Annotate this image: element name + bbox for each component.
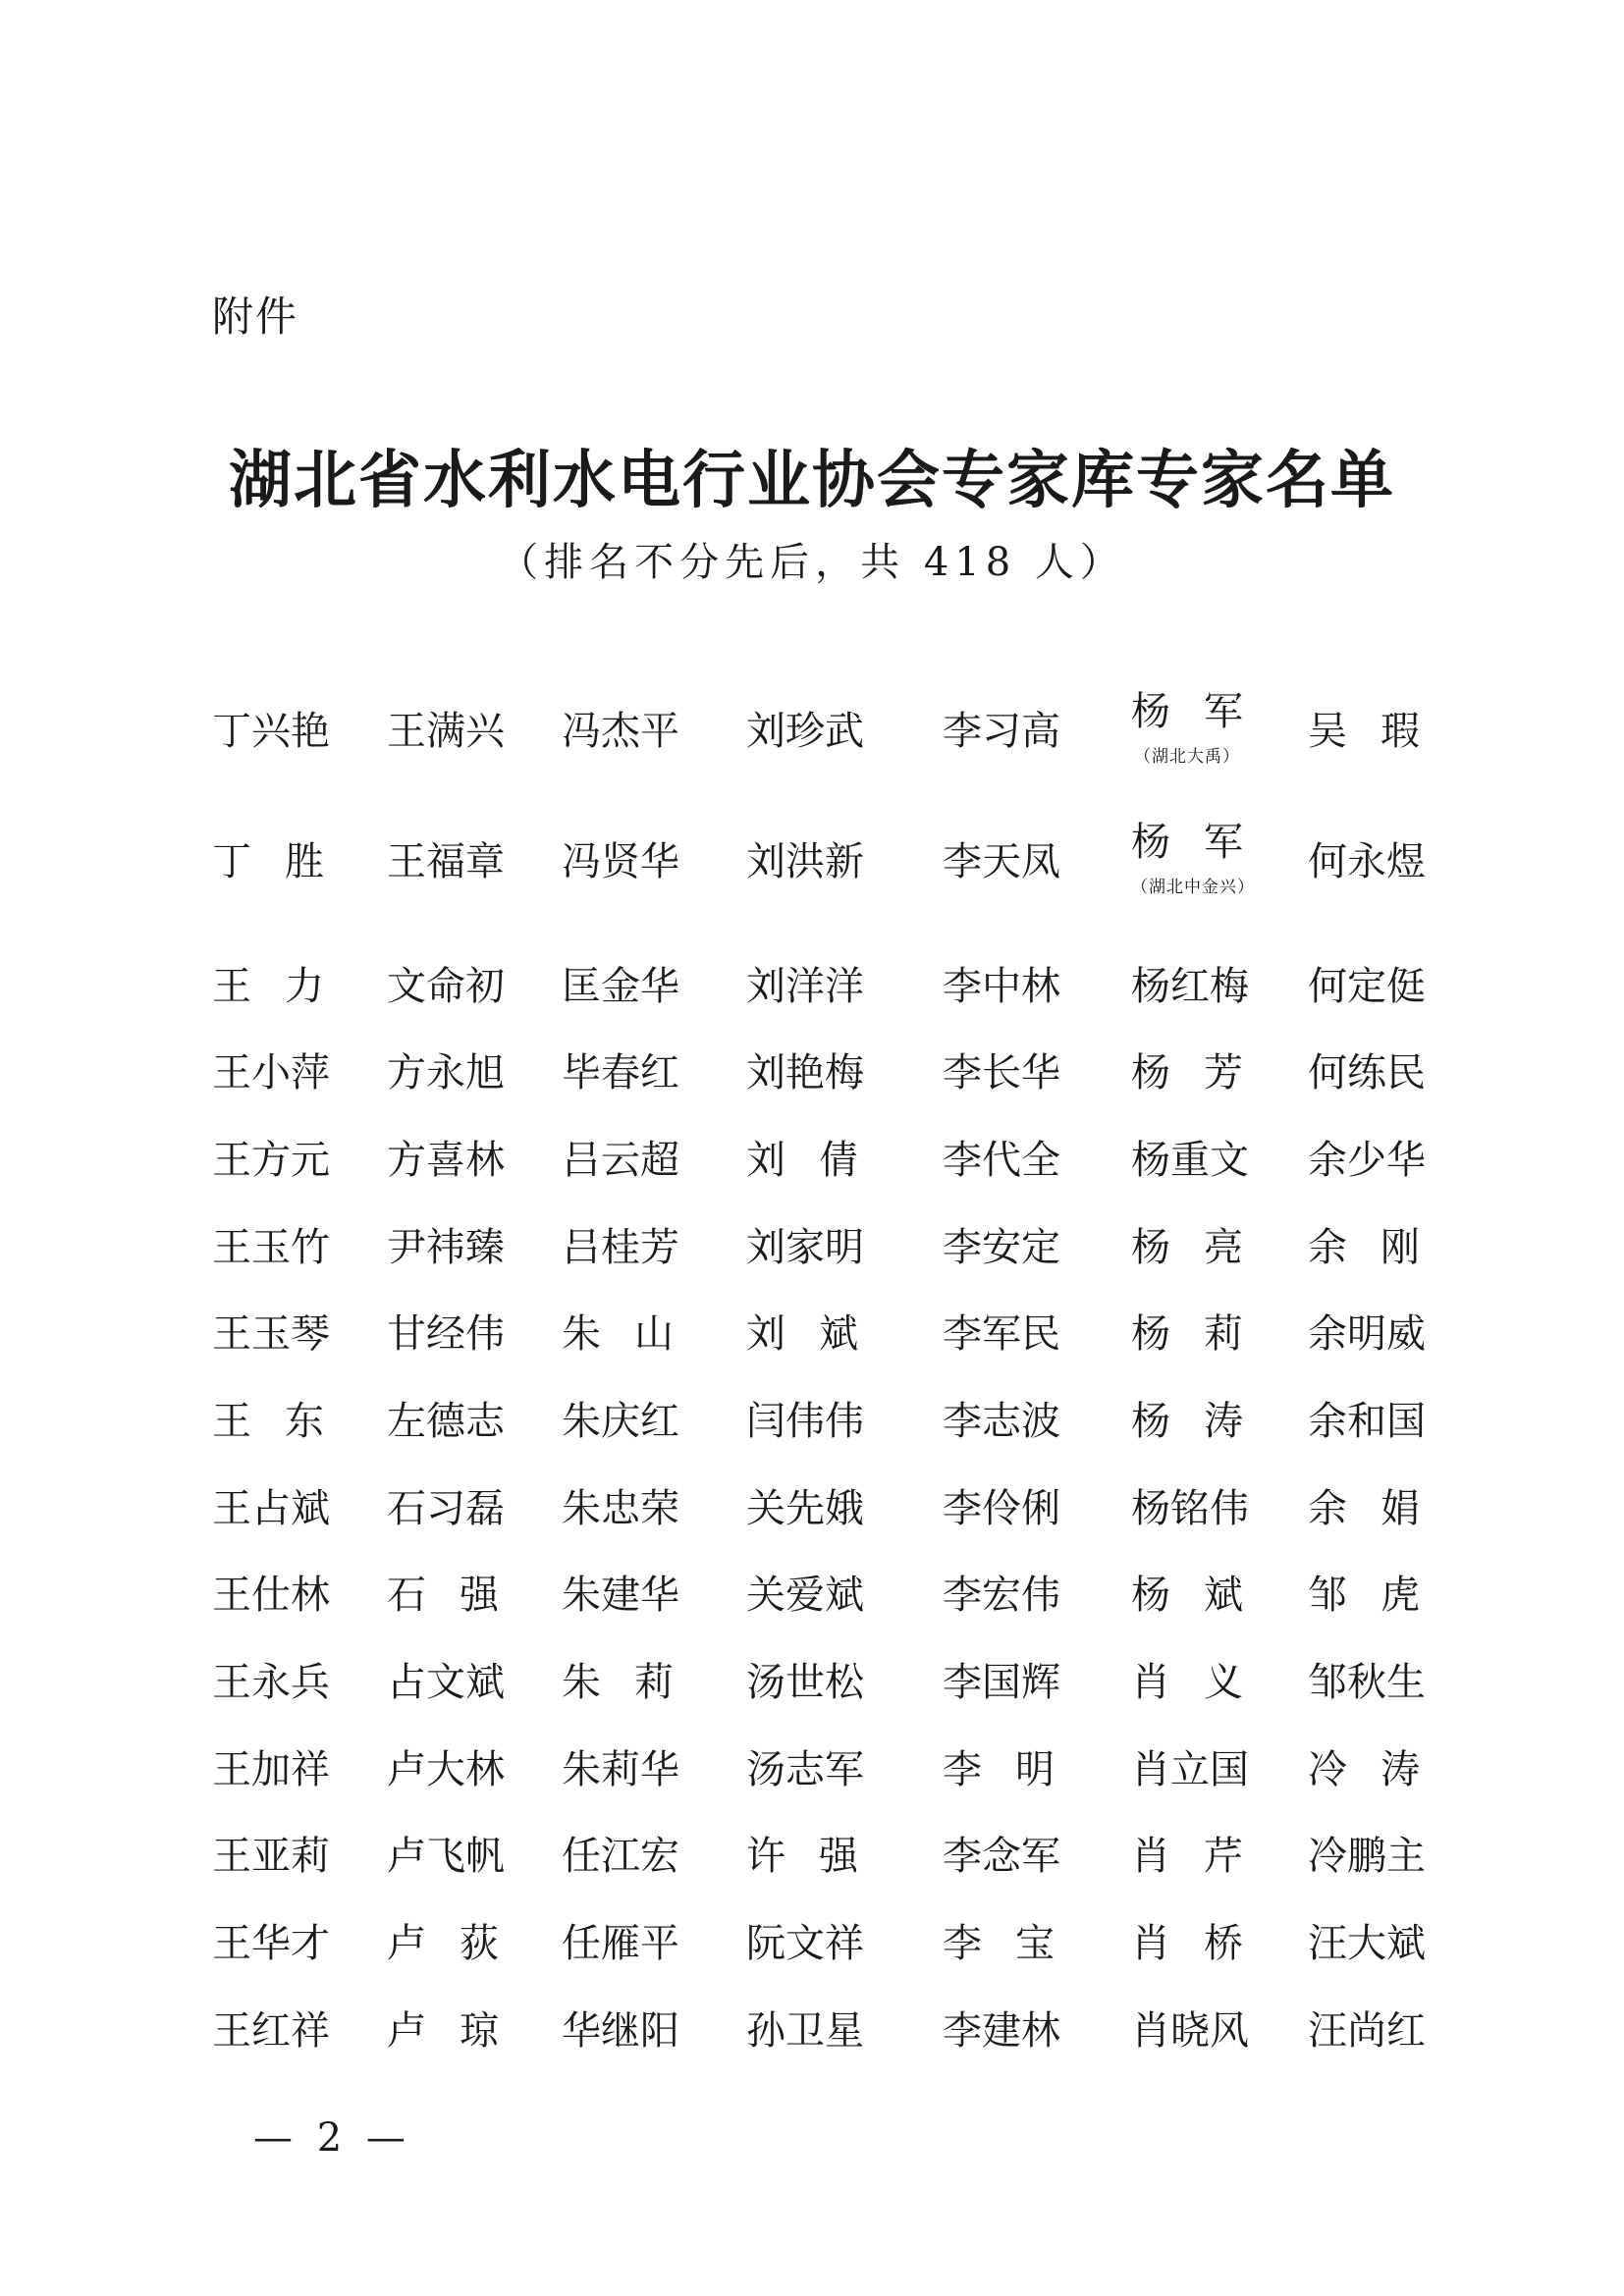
expert-name-cell xyxy=(562,1921,699,1966)
expert-name: 尹祎臻 xyxy=(387,1225,505,1270)
expert-name: 冷 涛 xyxy=(1308,1747,1420,1792)
expert-name-cell xyxy=(562,1486,699,1531)
expert-name-cell xyxy=(1131,689,1269,767)
expert-name: 李军民 xyxy=(943,1311,1060,1357)
expert-name-cell xyxy=(387,709,524,754)
expert-affiliation-note: （湖北大禹） xyxy=(1134,747,1240,767)
expert-name-cell xyxy=(746,1225,884,1270)
expert-name: 何练民 xyxy=(1308,1050,1426,1095)
expert-name: 肖 义 xyxy=(1131,1660,1243,1705)
expert-name: 朱庆红 xyxy=(562,1399,679,1444)
expert-name: 李长华 xyxy=(943,1050,1060,1095)
expert-name: 刘洪新 xyxy=(746,839,864,884)
expert-name: 刘 倩 xyxy=(746,1138,858,1183)
document-subtitle: （排名不分先后，共 418 人） xyxy=(499,540,1125,585)
expert-name-cell xyxy=(1308,839,1445,884)
expert-name-cell xyxy=(562,1834,699,1879)
expert-name-cell xyxy=(943,1050,1080,1095)
expert-name-cell xyxy=(1131,820,1269,897)
expert-name-cell xyxy=(562,709,699,754)
expert-name-cell xyxy=(943,709,1080,754)
expert-name: 汪大斌 xyxy=(1308,1921,1426,1966)
expert-name-cell xyxy=(562,1311,699,1357)
expert-name: 匡金华 xyxy=(562,964,679,1009)
expert-name: 许 强 xyxy=(746,1834,858,1879)
expert-name: 肖 芹 xyxy=(1131,1834,1243,1879)
expert-name: 关爱斌 xyxy=(746,1573,864,1618)
expert-name: 左德志 xyxy=(387,1399,505,1444)
expert-name: 李代全 xyxy=(943,1138,1060,1183)
expert-name-cell xyxy=(387,1834,524,1879)
expert-name: 李建林 xyxy=(943,2008,1060,2054)
expert-name: 李伶俐 xyxy=(943,1486,1060,1531)
expert-name: 卢大林 xyxy=(387,1747,505,1792)
expert-name: 肖立国 xyxy=(1131,1747,1249,1792)
expert-name-cell xyxy=(1308,1660,1445,1705)
expert-name: 王占斌 xyxy=(212,1486,330,1531)
expert-name-cell xyxy=(746,1573,884,1618)
expert-name: 王 力 xyxy=(212,964,324,1009)
expert-name-cell xyxy=(387,2008,524,2054)
expert-name-cell xyxy=(1131,1573,1269,1618)
expert-name: 汤世松 xyxy=(746,1660,864,1705)
expert-name-cell xyxy=(1308,1138,1445,1183)
expert-name-cell xyxy=(943,1138,1080,1183)
expert-name-cell xyxy=(212,1138,350,1183)
expert-name-cell xyxy=(1308,1225,1445,1270)
expert-name-cell xyxy=(1308,1573,1445,1618)
expert-name-cell xyxy=(746,839,884,884)
expert-name: 李宏伟 xyxy=(943,1573,1060,1618)
expert-name-cell xyxy=(212,1834,350,1879)
expert-name: 李志波 xyxy=(943,1399,1060,1444)
expert-name-cell xyxy=(562,1050,699,1095)
expert-name: 方永旭 xyxy=(387,1050,505,1095)
expert-name: 刘 斌 xyxy=(746,1311,858,1357)
expert-name: 丁 胜 xyxy=(212,839,324,884)
expert-name-cell xyxy=(746,1399,884,1444)
expert-name-cell xyxy=(387,1225,524,1270)
expert-name-cell xyxy=(1131,1921,1269,1966)
expert-name-cell xyxy=(1131,1660,1269,1705)
expert-name: 冯贤华 xyxy=(562,839,679,884)
expert-name-cell xyxy=(746,1747,884,1792)
expert-name: 杨红梅 xyxy=(1131,964,1249,1009)
expert-name: 余少华 xyxy=(1308,1138,1426,1183)
expert-name-cell xyxy=(212,1399,350,1444)
expert-name-cell xyxy=(1131,1311,1269,1357)
expert-name-cell xyxy=(562,1660,699,1705)
expert-name: 邹秋生 xyxy=(1308,1660,1426,1705)
expert-name: 余和国 xyxy=(1308,1399,1426,1444)
expert-name-cell xyxy=(387,1399,524,1444)
expert-name: 华继阳 xyxy=(562,2008,679,2054)
expert-name: 闫伟伟 xyxy=(746,1399,864,1444)
expert-name: 王福章 xyxy=(387,839,505,884)
expert-name-cell xyxy=(943,839,1080,884)
expert-name-cell xyxy=(943,1921,1080,1966)
expert-name-cell xyxy=(212,1747,350,1792)
expert-name: 王红祥 xyxy=(212,2008,330,2054)
expert-name-cell xyxy=(387,1573,524,1618)
expert-name-cell xyxy=(562,1399,699,1444)
expert-name: 朱 山 xyxy=(562,1311,674,1357)
expert-name: 阮文祥 xyxy=(746,1921,864,1966)
expert-name: 冷鹏主 xyxy=(1308,1834,1426,1879)
expert-name: 朱莉华 xyxy=(562,1747,679,1792)
expert-name-cell xyxy=(387,1311,524,1357)
expert-name-cell xyxy=(1131,1747,1269,1792)
expert-name: 吕桂芳 xyxy=(562,1225,679,1270)
expert-name-cell xyxy=(943,1399,1080,1444)
expert-name-cell xyxy=(746,1921,884,1966)
expert-name: 王华才 xyxy=(212,1921,330,1966)
expert-name-cell xyxy=(943,2008,1080,2054)
expert-name: 刘艳梅 xyxy=(746,1050,864,1095)
expert-name-cell xyxy=(746,1834,884,1879)
expert-name-cell xyxy=(746,1311,884,1357)
expert-name: 王方元 xyxy=(212,1138,330,1183)
expert-name: 肖 桥 xyxy=(1131,1921,1243,1966)
expert-name: 汤志军 xyxy=(746,1747,864,1792)
expert-name-cell xyxy=(562,1138,699,1183)
expert-name-cell xyxy=(562,2008,699,2054)
expert-name: 文命初 xyxy=(387,964,505,1009)
expert-name: 肖晓风 xyxy=(1131,2008,1249,2054)
expert-name-cell xyxy=(1308,1747,1445,1792)
expert-name-cell xyxy=(212,1486,350,1531)
expert-name: 邹 虎 xyxy=(1308,1573,1420,1618)
expert-name-cell xyxy=(387,964,524,1009)
expert-name-cell xyxy=(212,1573,350,1618)
expert-name-cell xyxy=(943,1486,1080,1531)
expert-name: 王玉琴 xyxy=(212,1311,330,1357)
expert-name: 石习磊 xyxy=(387,1486,505,1531)
expert-name: 冯杰平 xyxy=(562,709,679,754)
expert-name-cell xyxy=(1308,964,1445,1009)
expert-name-cell xyxy=(943,1747,1080,1792)
expert-name-cell xyxy=(387,1921,524,1966)
expert-name-cell xyxy=(387,1138,524,1183)
expert-name: 余 娟 xyxy=(1308,1486,1420,1531)
document-title: 湖北省水利水电行业协会专家库专家名单 xyxy=(229,444,1395,517)
expert-name-cell xyxy=(387,1050,524,1095)
expert-name: 李 宝 xyxy=(943,1921,1055,1966)
expert-affiliation-note: （湖北中金兴） xyxy=(1131,878,1255,897)
expert-name-cell xyxy=(1131,1834,1269,1879)
page-number: — 2 — xyxy=(253,2115,411,2161)
expert-name: 李天凤 xyxy=(943,839,1060,884)
expert-name: 刘珍武 xyxy=(746,709,864,754)
expert-name: 任江宏 xyxy=(562,1834,679,1879)
expert-name: 刘家明 xyxy=(746,1225,864,1270)
expert-name: 丁兴艳 xyxy=(212,709,330,754)
expert-name: 杨 军 xyxy=(1131,820,1243,865)
expert-name: 何永煜 xyxy=(1308,839,1426,884)
expert-name-cell xyxy=(1308,1921,1445,1966)
expert-name: 杨 斌 xyxy=(1131,1573,1243,1618)
expert-name: 卢 琼 xyxy=(387,2008,499,2054)
expert-name-cell xyxy=(212,1225,350,1270)
expert-name-cell xyxy=(387,1747,524,1792)
expert-name-cell xyxy=(943,1660,1080,1705)
expert-name: 孙卫星 xyxy=(746,2008,864,2054)
expert-name-cell xyxy=(1308,1311,1445,1357)
expert-name-cell xyxy=(1131,1138,1269,1183)
expert-name: 甘经伟 xyxy=(387,1311,505,1357)
expert-name-cell xyxy=(387,1660,524,1705)
expert-name-cell xyxy=(746,964,884,1009)
expert-name-cell xyxy=(746,2008,884,2054)
expert-name-cell xyxy=(1131,1050,1269,1095)
expert-name-cell xyxy=(212,2008,350,2054)
attachment-label: 附件 xyxy=(212,293,299,341)
expert-name: 李安定 xyxy=(943,1225,1060,1270)
expert-name: 杨 亮 xyxy=(1131,1225,1243,1270)
expert-name-cell xyxy=(1308,1399,1445,1444)
expert-name: 毕春红 xyxy=(562,1050,679,1095)
expert-name: 占文斌 xyxy=(387,1660,505,1705)
expert-name-cell xyxy=(562,1747,699,1792)
expert-name: 李 明 xyxy=(943,1747,1055,1792)
expert-name-cell xyxy=(212,1311,350,1357)
expert-name: 余 刚 xyxy=(1308,1225,1420,1270)
expert-name-cell xyxy=(387,1486,524,1531)
expert-name-cell xyxy=(1308,1834,1445,1879)
expert-name-cell xyxy=(562,964,699,1009)
expert-name: 卢飞帆 xyxy=(387,1834,505,1879)
expert-name: 李习高 xyxy=(943,709,1060,754)
expert-name: 卢 荻 xyxy=(387,1921,499,1966)
expert-name-cell xyxy=(746,1486,884,1531)
expert-name: 余明威 xyxy=(1308,1311,1426,1357)
expert-name-cell xyxy=(746,1138,884,1183)
expert-name-cell xyxy=(212,709,350,754)
expert-name-cell xyxy=(212,964,350,1009)
expert-name: 李国辉 xyxy=(943,1660,1060,1705)
expert-name: 杨铭伟 xyxy=(1131,1486,1249,1531)
expert-name-cell xyxy=(943,1311,1080,1357)
expert-name: 方喜林 xyxy=(387,1138,505,1183)
expert-name-cell xyxy=(212,839,350,884)
expert-name-cell xyxy=(1131,2008,1269,2054)
expert-name-cell xyxy=(943,1225,1080,1270)
expert-name: 王仕林 xyxy=(212,1573,330,1618)
expert-name: 朱忠荣 xyxy=(562,1486,679,1531)
expert-name-cell xyxy=(746,1050,884,1095)
expert-name: 王加祥 xyxy=(212,1747,330,1792)
expert-name: 杨 涛 xyxy=(1131,1399,1243,1444)
expert-name-cell xyxy=(1131,1399,1269,1444)
expert-name-cell xyxy=(943,964,1080,1009)
expert-name-cell xyxy=(746,709,884,754)
expert-name-cell xyxy=(212,1050,350,1095)
expert-name-cell xyxy=(562,1225,699,1270)
expert-name: 吕云超 xyxy=(562,1138,679,1183)
expert-name: 杨 莉 xyxy=(1131,1311,1243,1357)
expert-name-cell xyxy=(1308,1486,1445,1531)
expert-name: 李中林 xyxy=(943,964,1060,1009)
expert-name: 吴 瑕 xyxy=(1308,709,1420,754)
expert-name: 李念军 xyxy=(943,1834,1060,1879)
expert-name: 汪尚红 xyxy=(1308,2008,1426,2054)
expert-name-cell xyxy=(562,1573,699,1618)
expert-name: 杨重文 xyxy=(1131,1138,1249,1183)
expert-name-cell xyxy=(1308,1050,1445,1095)
expert-name-cell xyxy=(562,839,699,884)
expert-name-cell xyxy=(1131,1486,1269,1531)
expert-name: 刘洋洋 xyxy=(746,964,864,1009)
expert-name: 朱 莉 xyxy=(562,1660,674,1705)
expert-name-cell xyxy=(943,1834,1080,1879)
expert-name: 杨 芳 xyxy=(1131,1050,1243,1095)
expert-name-cell xyxy=(1131,964,1269,1009)
expert-name: 关先娥 xyxy=(746,1486,864,1531)
expert-name: 王玉竹 xyxy=(212,1225,330,1270)
expert-name-cell xyxy=(746,1660,884,1705)
expert-name: 何定侹 xyxy=(1308,964,1426,1009)
expert-name: 王小萍 xyxy=(212,1050,330,1095)
expert-name: 王永兵 xyxy=(212,1660,330,1705)
expert-name-cell xyxy=(1308,709,1445,754)
expert-name: 王 东 xyxy=(212,1399,324,1444)
expert-name: 王亚莉 xyxy=(212,1834,330,1879)
expert-name-cell xyxy=(1131,1225,1269,1270)
expert-name-cell xyxy=(387,839,524,884)
expert-name: 朱建华 xyxy=(562,1573,679,1618)
expert-name-cell xyxy=(212,1921,350,1966)
expert-name: 石 强 xyxy=(387,1573,499,1618)
expert-name-cell xyxy=(1308,2008,1445,2054)
expert-name-cell xyxy=(212,1660,350,1705)
expert-name: 王满兴 xyxy=(387,709,505,754)
expert-name-cell xyxy=(943,1573,1080,1618)
expert-name: 杨 军 xyxy=(1131,689,1243,734)
expert-name: 任雁平 xyxy=(562,1921,679,1966)
